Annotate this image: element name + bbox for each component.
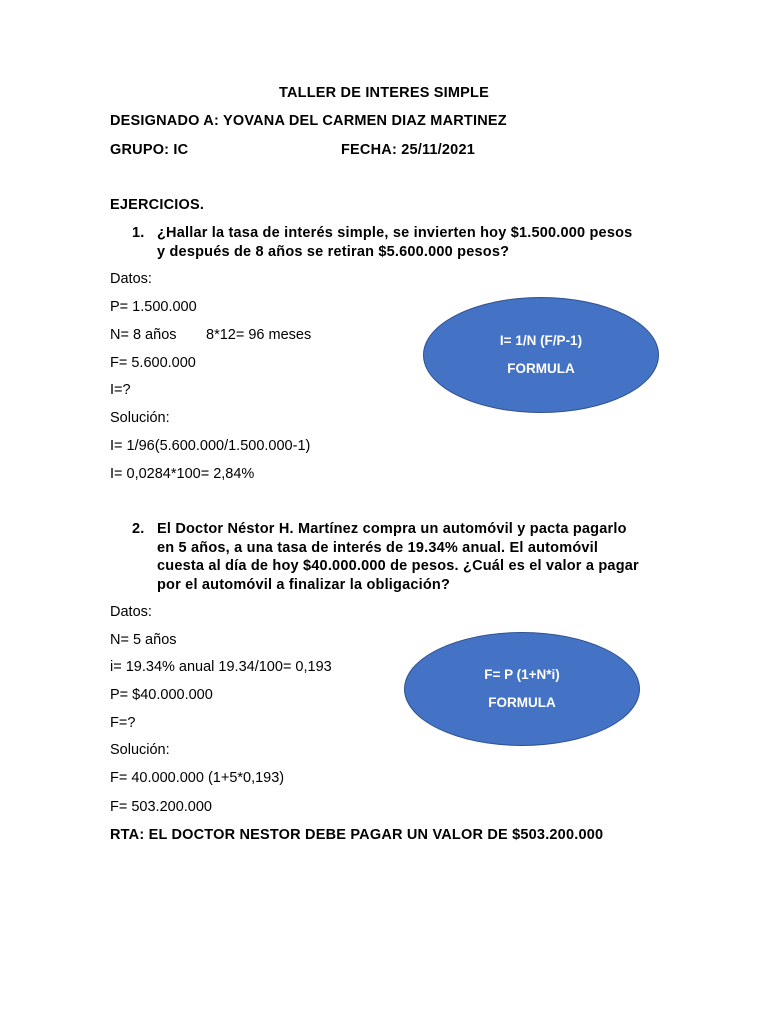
exercise-2-question-line: cuesta al día de hoy $40.000.000 de pesos. ¿Cuál es el valor a pagar: [157, 558, 639, 574]
exercise-2-number: 2.: [132, 521, 145, 537]
exercise-2-answer: RTA: EL DOCTOR NESTOR DEBE PAGAR UN VALOR DE $503.200.000: [110, 827, 604, 843]
exercise-1-datos-label: Datos:: [110, 271, 152, 287]
exercise-1-n-value: N= 8 años: [110, 327, 177, 343]
exercise-2-question-line: en 5 años, a una tasa de interés de 19.34% anual. El automóvil: [157, 540, 599, 556]
exercise-1-formula: I= 1/N (F/P-1): [499, 333, 583, 348]
ejercicios-heading: EJERCICIOS.: [110, 197, 205, 213]
exercise-2-formula: F= P (1+N*i): [484, 667, 560, 682]
exercise-2-datos-label: Datos:: [110, 604, 152, 620]
exercise-2-question-line: por el automóvil a finalizar la obligación?: [157, 577, 451, 593]
exercise-2-f-value: F=?: [110, 715, 136, 731]
exercise-2-step-1: F= 40.000.000 (1+5*0,193): [110, 770, 285, 786]
exercise-1-solucion-label: Solución:: [110, 410, 170, 426]
exercise-1-number: 1.: [132, 225, 145, 241]
exercise-1-step-2: I= 0,0284*100= 2,84%: [110, 466, 255, 482]
exercise-2-p-value: P= $40.000.000: [110, 687, 213, 703]
exercise-2-solucion-label: Solución:: [110, 742, 170, 758]
exercise-2-n-value: N= 5 años: [110, 632, 177, 648]
exercise-2-step-2: F= 503.200.000: [110, 799, 212, 815]
exercise-2-question-line: El Doctor Néstor H. Martínez compra un automóvil y pacta pagarlo: [157, 521, 627, 537]
exercise-2-formula-label: FORMULA: [488, 695, 556, 710]
exercise-1-f-value: F= 5.600.000: [110, 355, 196, 371]
designado-line: DESIGNADO A: YOVANA DEL CARMEN DIAZ MARTINEZ: [110, 113, 507, 129]
exercise-1-formula-ellipse: [423, 297, 659, 413]
exercise-1-question-line: ¿Hallar la tasa de interés simple, se invierten hoy $1.500.000 pesos: [157, 225, 633, 241]
exercise-1-formula-label: FORMULA: [507, 361, 575, 376]
exercise-1-step-1: I= 1/96(5.600.000/1.500.000-1): [110, 438, 311, 454]
exercise-1-p-value: P= 1.500.000: [110, 299, 197, 315]
exercise-1-question-line: y después de 8 años se retiran $5.600.000 pesos?: [157, 244, 510, 260]
exercise-1-i-value: I=?: [110, 382, 131, 398]
exercise-2-formula-ellipse: [404, 632, 640, 746]
page-title: TALLER DE INTERES SIMPLE: [279, 85, 489, 101]
fecha-field: FECHA: 25/11/2021: [341, 142, 475, 158]
exercise-2-i-value: i= 19.34% anual 19.34/100= 0,193: [110, 659, 332, 675]
exercise-1-n-conversion: 8*12= 96 meses: [206, 327, 312, 343]
grupo-field: GRUPO: IC: [110, 142, 189, 158]
